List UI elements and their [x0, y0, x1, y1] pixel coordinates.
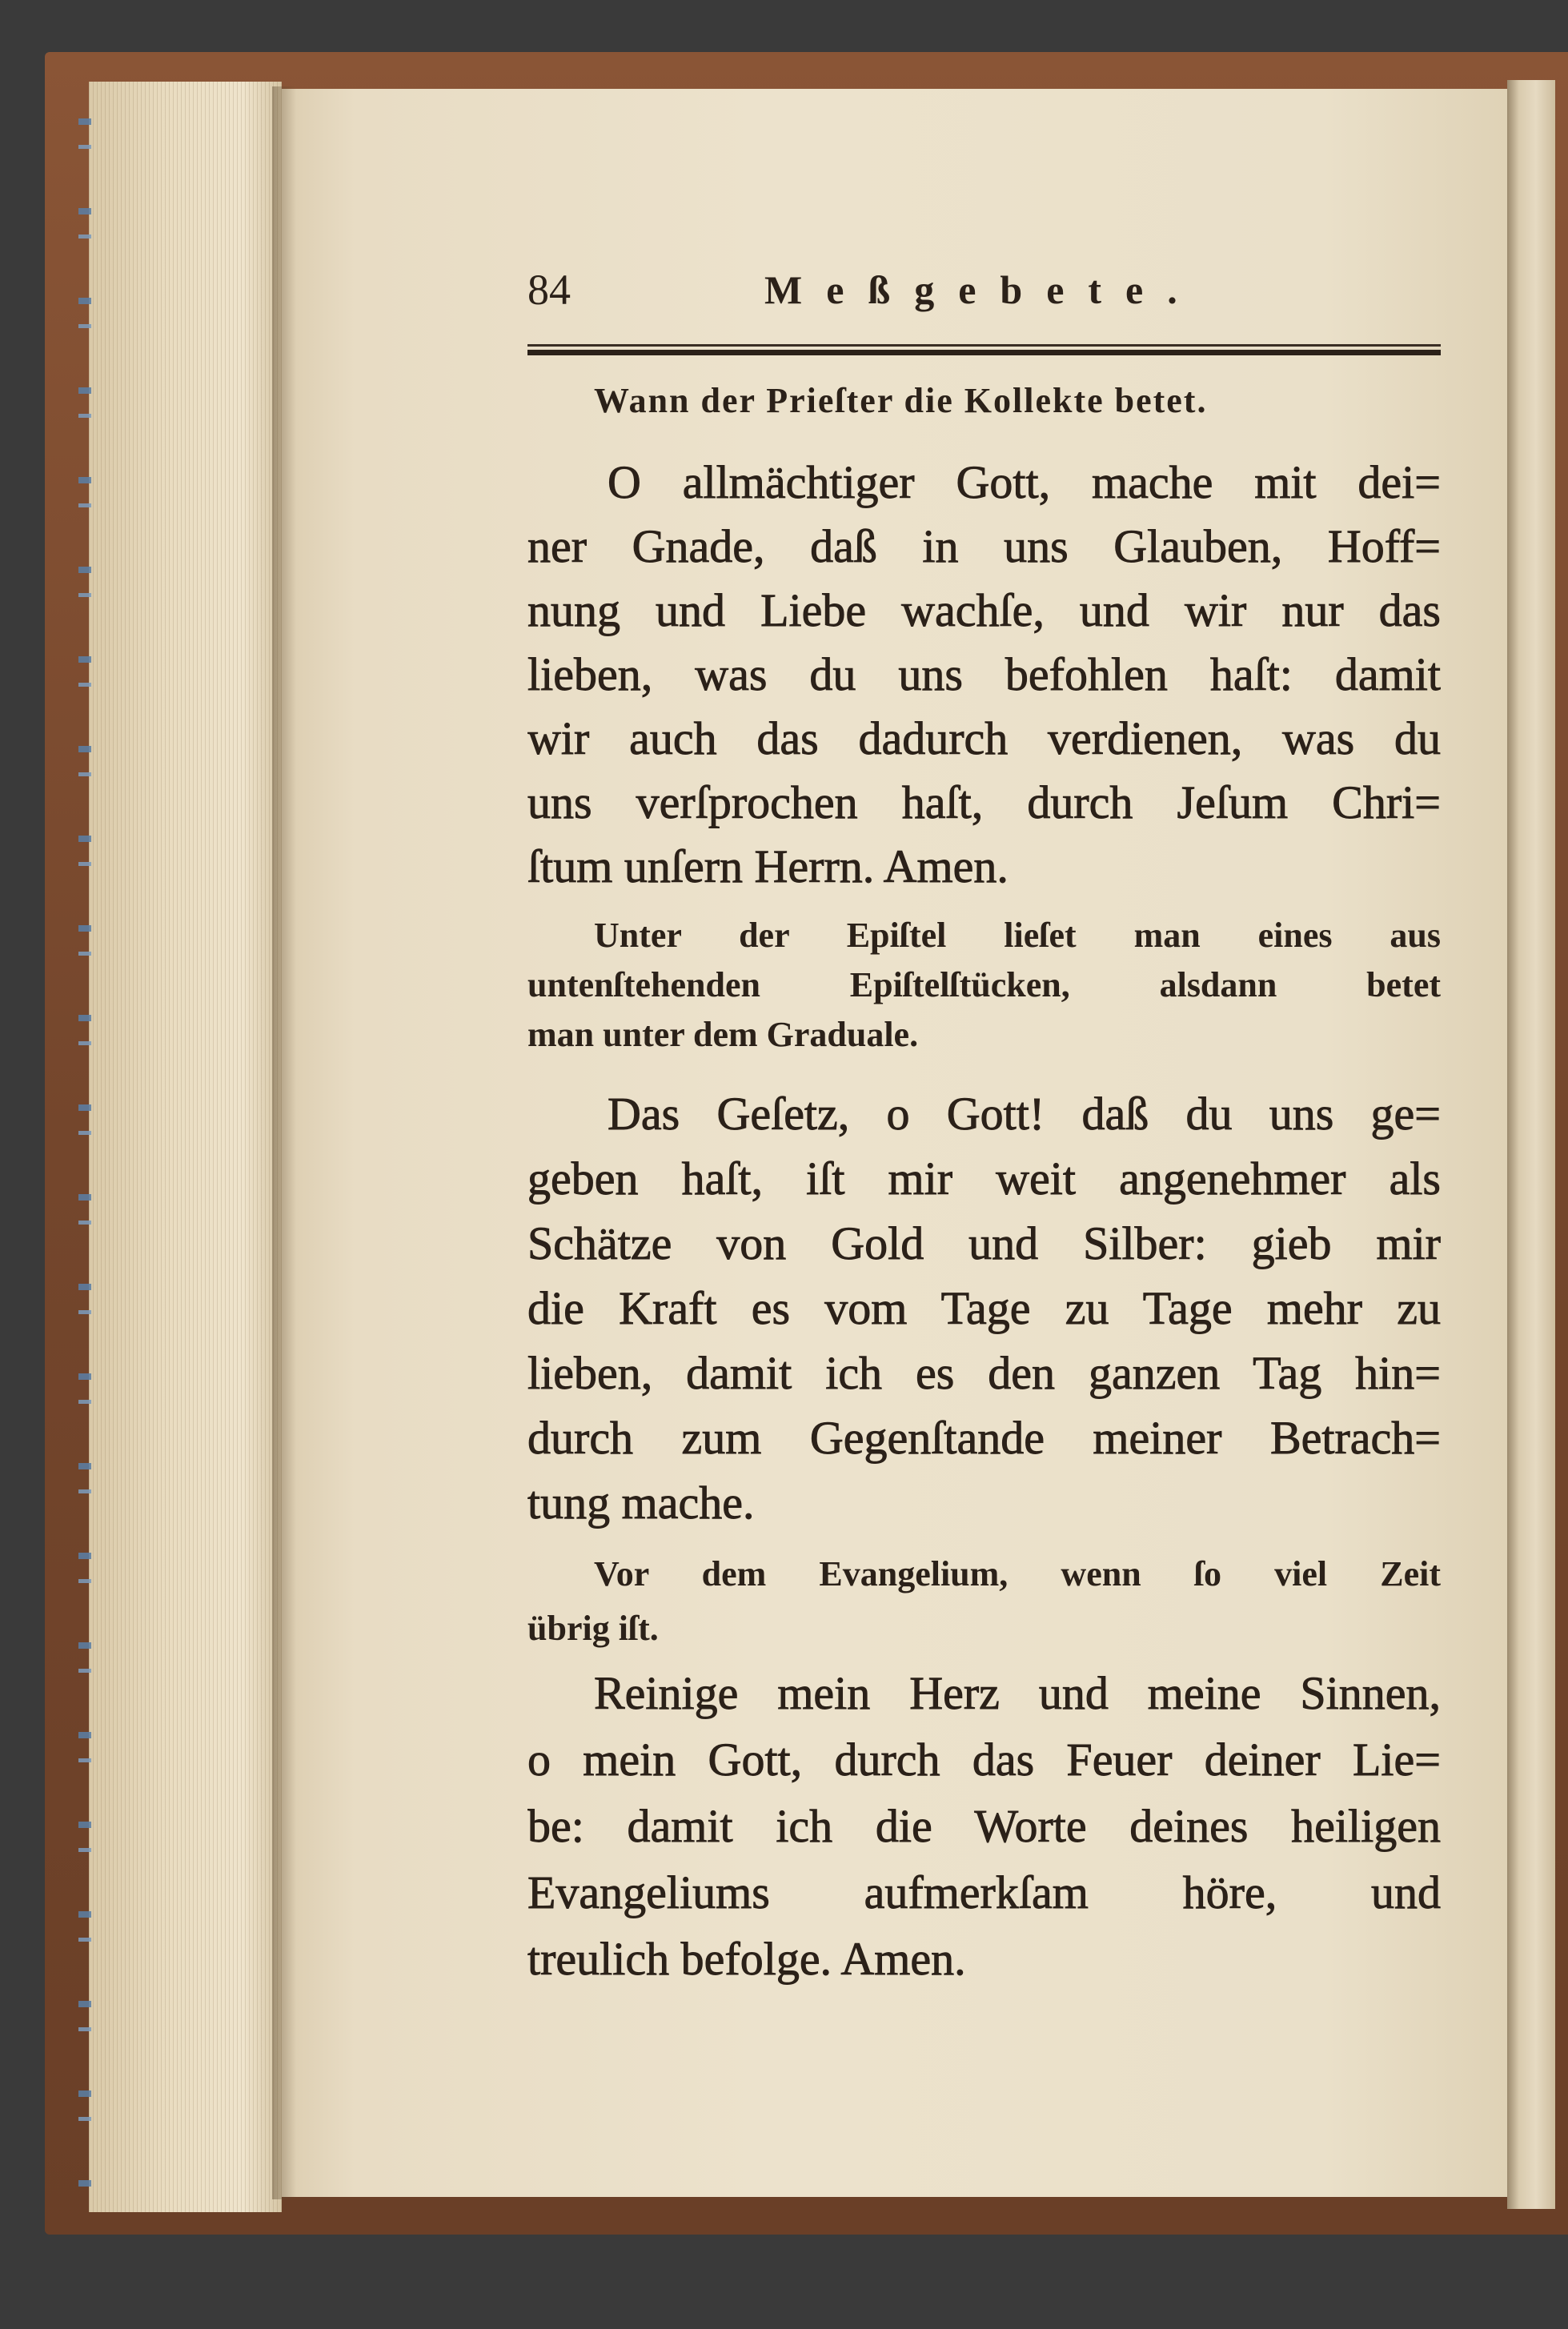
page-number: 84: [527, 266, 571, 314]
prayer-line: treulich befolge. Amen.: [527, 1933, 966, 1985]
prayer-line: tung mache.: [527, 1477, 755, 1529]
rubric-line: Unter der Epiſtel lieſet man eines aus: [594, 916, 1441, 955]
rubric-line: Vor dem Evangelium, wenn ſo viel Zeit: [594, 1554, 1441, 1593]
prayer-line: geben haſt, iſt mir weit angenehmer als: [527, 1152, 1441, 1205]
page-edges: [89, 82, 282, 2212]
prayer-line: die Kraft es vom Tage zu Tage mehr zu: [527, 1282, 1441, 1334]
prayer-line: O allmächtiger Gott, mache mit dei=: [608, 456, 1441, 508]
rubric-line: untenſtehenden Epiſtelſtücken, alsdann betet: [527, 965, 1441, 1004]
rubric-gospel: [527, 1547, 1441, 1656]
rubric-line: übrig iſt.: [527, 1609, 659, 1648]
prayer-line: lieben, damit ich es den ganzen Tag hin=: [527, 1347, 1441, 1399]
prayer-collect: [527, 451, 1441, 899]
prayer-line: ſtum unſern Herrn. Amen.: [527, 840, 1009, 892]
rubric-epistle: [527, 911, 1441, 1060]
gutter-shadow: [272, 86, 296, 2199]
prayer-line: durch zum Gegenſtande meiner Betrach=: [527, 1412, 1441, 1464]
header-rule: [527, 344, 1441, 355]
prayer-gospel: [527, 1660, 1441, 1992]
prayer-line: Reinige mein Herz und meine Sinnen,: [594, 1667, 1441, 1719]
prayer-line: uns verſprochen haſt, durch Jeſum Chri=: [527, 776, 1441, 828]
prayer-gradual: [527, 1081, 1441, 1535]
prayer-line: lieben, was du uns befohlen haſt: damit: [527, 648, 1441, 700]
prayer-line: wir auch das dadurch verdienen, was du: [527, 712, 1441, 764]
prayer-line: ner Gnade, daß in uns Glauben, Hoff=: [527, 520, 1441, 572]
prayer-line: o mein Gott, durch das Feuer deiner Lie=: [527, 1734, 1441, 1786]
prayer-line: Das Geſetz, o Gott! daß du uns ge=: [608, 1088, 1441, 1140]
facing-page-edge: [1507, 80, 1555, 2209]
prayer-line: be: damit ich die Worte deines heiligen: [527, 1800, 1441, 1852]
sprinkled-edge: [78, 88, 91, 2201]
prayer-line: nung und Liebe wachſe, und wir nur das: [527, 584, 1441, 636]
running-head: Meßgebete.: [764, 267, 1201, 312]
rubric-line: man unter dem Graduale.: [527, 1015, 919, 1054]
rubric-collect: [527, 373, 1441, 429]
prayer-line: Evangeliums aufmerkſam höre, und: [527, 1866, 1441, 1918]
prayer-line: Schätze von Gold und Silber: gieb mir: [527, 1217, 1441, 1269]
rubric-line: Wann der Prieſter die Kollekte betet.: [594, 381, 1208, 420]
